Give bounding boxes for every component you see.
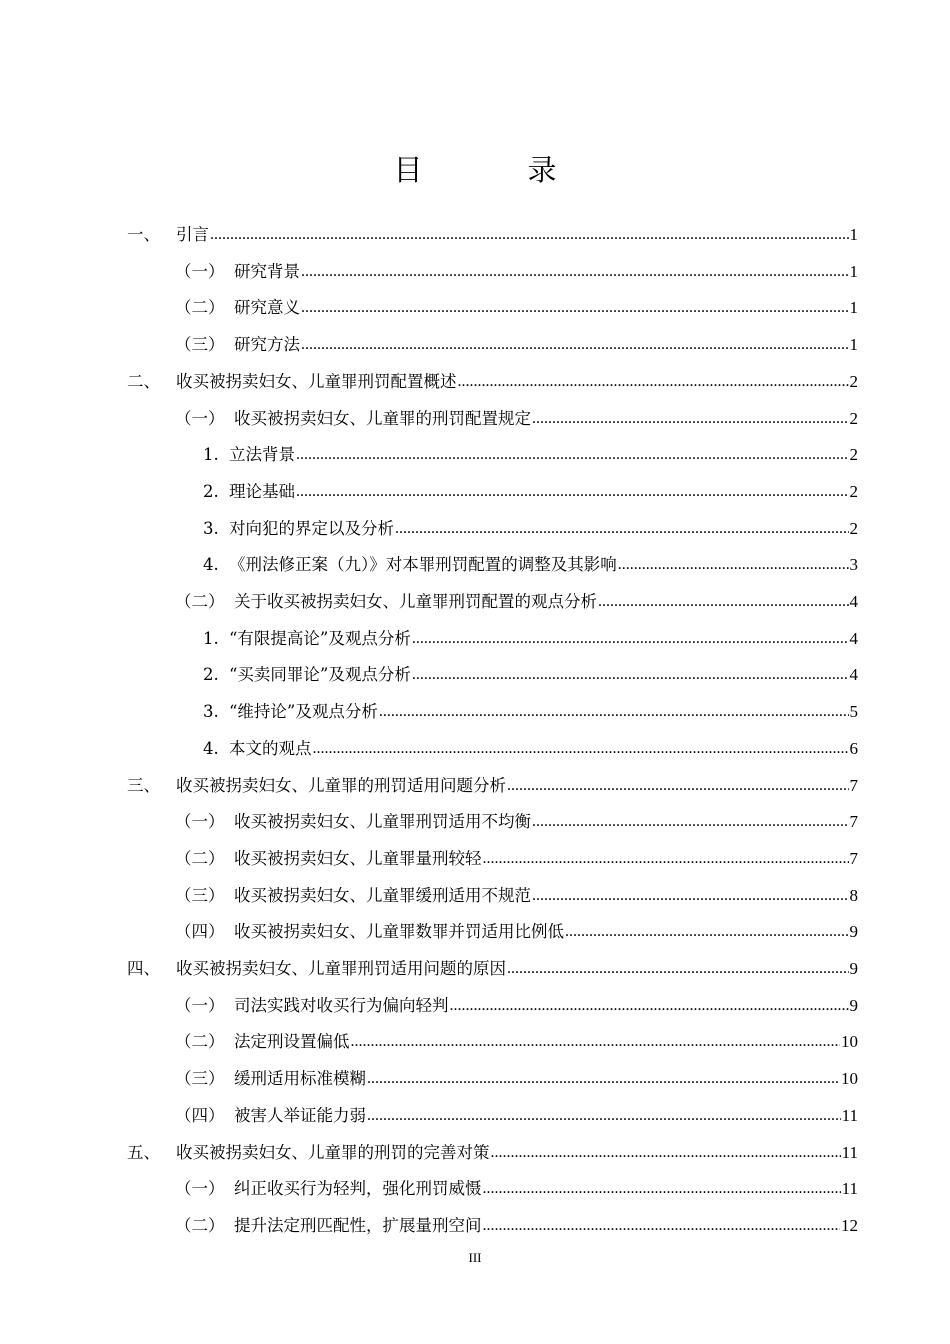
toc-leader-dots: [507, 958, 849, 980]
toc-leader-dots: [379, 701, 849, 723]
toc-entry[interactable]: [127, 367, 858, 393]
toc-entry[interactable]: [175, 587, 858, 613]
toc-entry-number: （二）: [175, 298, 225, 318]
toc-entry[interactable]: [203, 440, 858, 466]
toc-entry-label: 关于收买被拐卖妇女、儿童罪刑罚配置的观点分析: [234, 592, 597, 611]
toc-leader-dots: [210, 224, 849, 246]
toc-leader-dots: [313, 738, 849, 760]
toc-entry-label: 纠正收买行为轻判，强化刑罚威慑: [234, 1179, 482, 1199]
toc-entry-number: （四）: [175, 1105, 225, 1125]
toc-leader-dots: [301, 261, 849, 283]
toc-entry-label: 收买被拐卖妇女、儿童罪刑罚配置概述: [176, 371, 457, 391]
toc-entry-page: 1: [849, 335, 858, 355]
toc-entry[interactable]: [175, 917, 858, 943]
toc-entry-page: 8: [849, 885, 858, 905]
toc-entry-label: 缓刑适用标准模糊: [234, 1069, 366, 1089]
toc-entry-page: 5: [849, 702, 858, 722]
toc-leader-dots: [301, 297, 849, 319]
toc-entry[interactable]: [203, 660, 858, 686]
toc-entry-page: 4: [849, 592, 858, 611]
toc-entry-number: 一、: [127, 225, 160, 244]
toc-entry-label: 收买被拐卖妇女、儿童罪刑罚适用不均衡: [234, 812, 531, 832]
toc-leader-dots: [507, 775, 849, 797]
toc-entry[interactable]: [203, 624, 858, 650]
toc-entry-number: （三）: [175, 885, 225, 905]
toc-entry-label: 《刑法修正案（九）》对本罪刑罚配置的调整及其影响: [229, 555, 617, 575]
toc-entry[interactable]: [175, 807, 858, 833]
toc-entry[interactable]: [203, 477, 858, 503]
toc-entry[interactable]: [175, 1174, 858, 1200]
toc-entry-label: 研究方法: [234, 335, 300, 355]
toc-leader-dots: [532, 408, 849, 430]
toc-entry-number: 1.: [203, 628, 219, 648]
toc-entry-label: 引言: [176, 225, 209, 244]
toc-leader-dots: [351, 1031, 841, 1053]
toc-leader-dots: [532, 811, 849, 833]
toc-leader-dots: [296, 444, 849, 466]
toc-entry-number: （一）: [175, 408, 225, 428]
toc-entry-label: 立法背景: [229, 445, 295, 465]
toc-leader-dots: [458, 371, 849, 393]
toc-entry-number: （二）: [175, 1215, 225, 1235]
toc-entry-number: 2.: [203, 665, 219, 685]
toc-entry-number: （二）: [175, 848, 225, 868]
toc-entry-page: 2: [849, 371, 858, 391]
toc-entry-page: 10: [841, 1032, 858, 1052]
toc-entry[interactable]: [175, 1027, 858, 1053]
toc-entry-number: （三）: [175, 1069, 225, 1089]
toc-entry-page: 1: [849, 261, 858, 281]
toc-entry-page: 10: [841, 1069, 858, 1089]
toc-entry-number: 五、: [127, 1142, 160, 1162]
toc-entry-label: 收买被拐卖妇女、儿童罪刑罚适用问题的原因: [176, 959, 506, 978]
toc-entry-page: 4: [849, 665, 858, 685]
toc-title: 目 录: [393, 153, 595, 187]
toc-entry-label: 收买被拐卖妇女、儿童罪的刑罚配置规定: [234, 408, 531, 428]
toc-entry-page: 2: [849, 481, 858, 501]
toc-leader-dots: [412, 664, 849, 686]
toc-entry-number: 二、: [127, 371, 160, 391]
toc-entry-label: 研究背景: [234, 261, 300, 281]
toc-entry[interactable]: [203, 734, 858, 760]
toc-entry-page: 11: [841, 1179, 858, 1199]
toc-entry-label: “维持论”及观点分析: [229, 702, 378, 722]
toc-entry[interactable]: [203, 697, 858, 723]
toc-entry-page: 9: [849, 995, 858, 1015]
page-number-footer: III: [468, 1250, 482, 1265]
toc-entry-label: 收买被拐卖妇女、儿童罪量刑较轻: [234, 848, 482, 868]
toc-leader-dots: [491, 1142, 841, 1164]
toc-entry-label: “买卖同罪论”及观点分析: [229, 665, 411, 685]
toc-entry-number: （一）: [175, 1179, 225, 1199]
toc-entry[interactable]: [127, 1138, 858, 1164]
toc-entry-page: 2: [849, 518, 858, 538]
toc-leader-dots: [618, 554, 849, 576]
toc-entry-number: 1.: [203, 445, 219, 465]
toc-leader-dots: [483, 1215, 841, 1237]
toc-entry-label: 提升法定刑匹配性，扩展量刑空间: [234, 1215, 482, 1235]
toc-leader-dots: [483, 1178, 841, 1200]
toc-entry-label: 收买被拐卖妇女、儿童罪缓刑适用不规范: [234, 885, 531, 905]
toc-leader-dots: [450, 995, 849, 1017]
toc-entry[interactable]: [175, 1064, 858, 1090]
toc-entry-number: （二）: [175, 1032, 225, 1052]
toc-entry[interactable]: [127, 220, 858, 246]
toc-entry-label: 对向犯的界定以及分析: [229, 518, 394, 538]
toc-entry[interactable]: [203, 550, 858, 576]
toc-entry-number: 2.: [203, 481, 219, 501]
toc-entry-page: 9: [849, 959, 858, 978]
toc-leader-dots: [532, 885, 849, 907]
toc-entry-number: （一）: [175, 995, 225, 1015]
toc-entry-page: 2: [849, 408, 858, 428]
toc-entry[interactable]: [175, 881, 858, 907]
toc-entry-label: “有限提高论”及观点分析: [229, 628, 411, 648]
toc-entry[interactable]: [175, 293, 858, 319]
toc-entry-page: 11: [841, 1105, 858, 1125]
toc-entry-number: （一）: [175, 261, 225, 281]
toc-entry[interactable]: [175, 991, 858, 1017]
toc-entry[interactable]: [175, 1101, 858, 1127]
toc-entry-number: 四、: [127, 959, 160, 978]
toc-entry-page: 1: [849, 225, 858, 244]
toc-entry-page: 12: [841, 1215, 858, 1235]
toc-entry-label: 本文的观点: [229, 738, 312, 758]
toc-entry-label: 司法实践对收买行为偏向轻判: [234, 995, 449, 1015]
toc-leader-dots: [296, 481, 849, 503]
toc-entry-label: 研究意义: [234, 298, 300, 318]
toc-entry[interactable]: [175, 404, 858, 430]
toc-entry[interactable]: [127, 954, 858, 980]
toc-entry[interactable]: [175, 257, 858, 283]
toc-leader-dots: [395, 518, 849, 540]
toc-entry-page: 7: [849, 812, 858, 832]
toc-entry-number: 4.: [203, 738, 219, 758]
toc-entry[interactable]: [175, 844, 858, 870]
toc-entry-number: 三、: [127, 775, 160, 795]
toc-entry-number: （四）: [175, 922, 225, 942]
toc-leader-dots: [367, 1068, 840, 1090]
toc-entry[interactable]: [175, 1211, 858, 1237]
toc-entry-page: 1: [849, 298, 858, 318]
toc-entry-label: 被害人举证能力弱: [234, 1105, 366, 1125]
toc-entry-number: 3.: [203, 518, 219, 538]
toc-entry-label: 收买被拐卖妇女、儿童罪数罪并罚适用比例低: [234, 922, 564, 942]
toc-leader-dots: [598, 591, 849, 613]
toc-entry-page: 7: [849, 848, 858, 868]
toc-entry[interactable]: [127, 771, 858, 797]
toc-entry-label: 理论基础: [229, 481, 295, 501]
toc-entry-page: 3: [849, 555, 858, 575]
toc-entry-number: （二）: [175, 592, 225, 611]
toc-entry-label: 收买被拐卖妇女、儿童罪的刑罚的完善对策: [176, 1142, 490, 1162]
toc-entry[interactable]: [203, 514, 858, 540]
toc-entry-page: 11: [841, 1142, 858, 1162]
toc-entry-number: 4.: [203, 555, 219, 575]
toc-entry-number: （三）: [175, 335, 225, 355]
toc-entry[interactable]: [175, 330, 858, 356]
toc-leader-dots: [367, 1105, 841, 1127]
toc-entry-page: 2: [849, 445, 858, 465]
toc-leader-dots: [565, 921, 849, 943]
toc-leader-dots: [483, 848, 849, 870]
toc-entry-number: 3.: [203, 702, 219, 722]
toc-entry-label: 法定刑设置偏低: [234, 1032, 350, 1052]
toc-leader-dots: [301, 334, 849, 356]
toc-entry-page: 4: [849, 628, 858, 648]
toc-entry-page: 6: [849, 738, 858, 758]
toc-entry-page: 7: [849, 775, 858, 795]
toc-entry-page: 9: [849, 922, 858, 942]
toc-leader-dots: [412, 628, 849, 650]
toc-entry-label: 收买被拐卖妇女、儿童罪的刑罚适用问题分析: [176, 775, 506, 795]
toc-entry-number: （一）: [175, 812, 225, 832]
